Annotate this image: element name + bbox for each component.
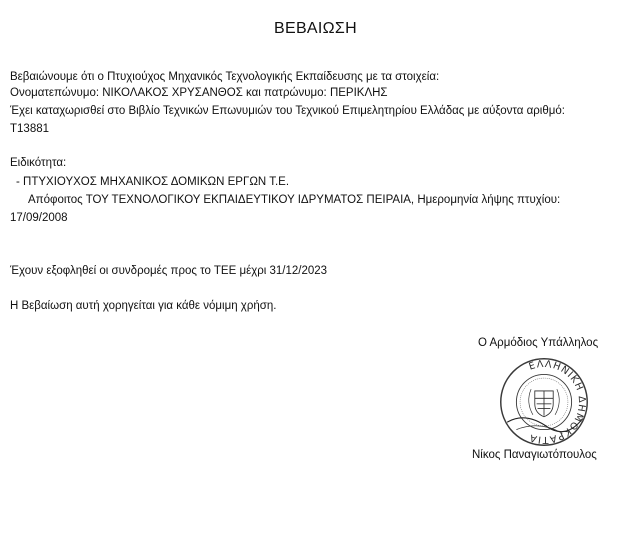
registration-line: Έχει καταχωρισθεί στο Βιβλίο Τεχνικών Επωνυμιών του Τεχνικού Επιμελητηρίου Ελλάδας με αύξοντα αριθμό: xyxy=(10,105,565,117)
graduate-line: Απόφοιτος ΤΟΥ ΤΕΧΝΟΛΟΓΙΚΟΥ ΕΚΠΑΙΔΕΥΤΙΚΟΥ ΙΔΡΥΜΑΤΟΣ ΠΕΙΡΑΙΑ, Ημερομηνία λήψης πτυχίου: xyxy=(28,194,561,206)
signatory-role: Ο Αρμόδιος Υπάλληλος xyxy=(478,337,599,349)
official-seal-icon xyxy=(498,356,590,448)
document-title: ΒΕΒΑΙΩΣΗ xyxy=(274,20,357,37)
graduation-date: 17/09/2008 xyxy=(10,212,68,224)
svg-text:ΕΛΛΗΝΙΚΗ ΔΗΜΟΚΡΑΤΙΑ: ΕΛΛΗΝΙΚΗ ΔΗΜΟΚΡΑΤΙΑ xyxy=(527,358,588,446)
registry-number: Τ13881 xyxy=(10,123,50,135)
coat-of-arms-icon xyxy=(529,389,559,417)
usage-line: Η Βεβαίωση αυτή χορηγείται για κάθε νόμιμη χρήση. xyxy=(10,300,277,312)
signatory-name: Νίκος Παναγιωτόπουλος xyxy=(472,449,597,461)
specialty-label: Ειδικότητα: xyxy=(10,157,67,169)
name-line: Ονοματεπώνυμο: ΝΙΚΟΛΑΚΟΣ ΧΡΥΣΑΝΘΟΣ και πατρώνυμο: ΠΕΡΙΚΛΗΣ xyxy=(10,87,388,99)
fees-line: Έχουν εξοφληθεί οι συνδρομές προς το ΤΕΕ μέχρι 31/12/2023 xyxy=(10,265,328,277)
specialty-value: - ΠΤΥΧΙΟΥΧΟΣ ΜΗΧΑΝΙΚΟΣ ΔΟΜΙΚΩΝ ΕΡΓΩΝ Τ.Ε. xyxy=(16,176,290,188)
intro-text: Βεβαιώνουμε ότι ο Πτυχιούχος Μηχανικός Τεχνολογικής Εκπαίδευσης με τα στοιχεία: xyxy=(10,71,440,83)
